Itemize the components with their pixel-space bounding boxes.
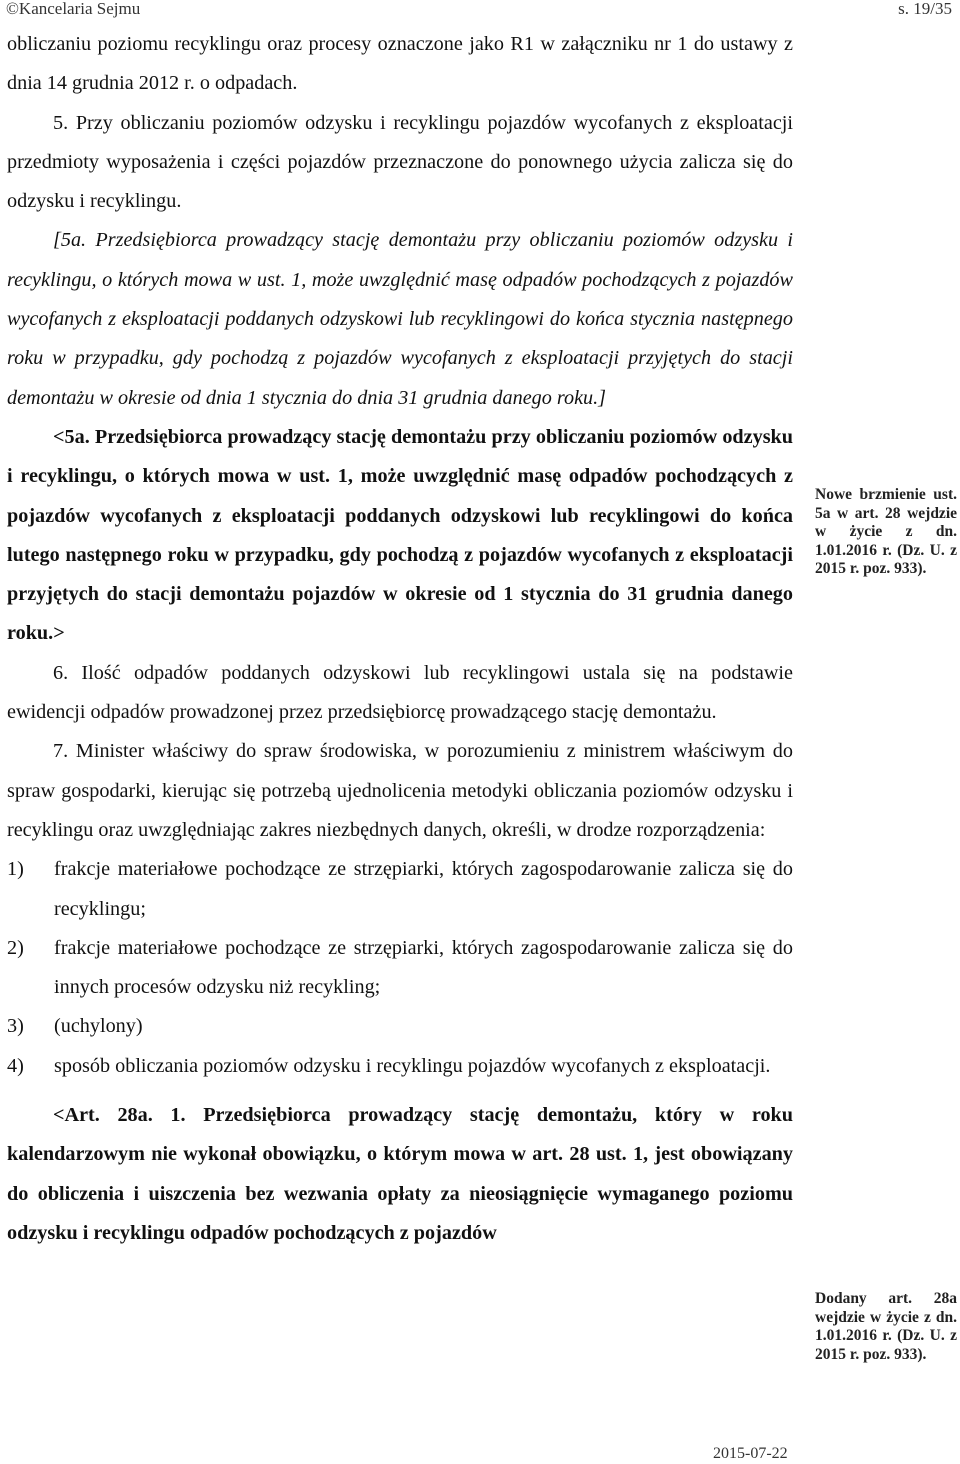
paragraph-continued: obliczaniu poziomu recyklingu oraz procesy oznaczone jako R1 w załączniku nr 1 do ustawy z dnia 14 grudnia 2012 r. o odpadach.	[7, 33, 793, 95]
page-number: s. 19/35	[898, 0, 952, 18]
paragraph-7: 7. Minister właściwy do spraw środowiska, w porozumieniu z ministrem właściwym do spraw gospodarki, kierując się potrzebą ujednolicenia metodyki obliczania poziomów odzysku i recyklingu oraz uwzględniając zakres niezbędnych danych, określi, w drodze rozporządzenia:	[7, 740, 793, 841]
enumeration-list	[7, 850, 793, 1086]
list-item-number: 3)	[7, 1015, 24, 1038]
list-item-text: (uchylony)	[54, 1015, 143, 1038]
list-item	[7, 929, 793, 1008]
margin-note-added-article: Dodany art. 28a wejdzie w życie z dn. 1.01.2016 r. (Dz. U. z 2015 r. poz. 933).	[815, 1290, 957, 1363]
paragraph-5: 5. Przy obliczaniu poziomów odzysku i recyklingu pojazdów wycofanych z eksploatacji przedmioty wyposażenia i części pojazdów przeznaczone do ponownego użycia zalicza się do odzysku i recyklingu.	[7, 111, 793, 213]
paragraph-5a-amended: <5a. Przedsiębiorca prowadzący stację demontażu przy obliczaniu poziomów odzysku i recyklingu, o których mowa w ust. 1, może uwzględnić masę odpadów pochodzących z pojazdów wycofanych z eksploatacji poddanych odzyskowi lub recyklingowi do końca lutego następnego roku w przypadku, gdy pochodzą z pojazdów wycofanych z eksploatacji przyjętych do stacji demontażu pojazdów w okresie od 1 stycznia do 31 grudnia danego roku.>	[7, 425, 793, 645]
footer-date: 2015-07-22	[713, 1445, 788, 1462]
paragraph-6: 6. Ilość odpadów poddanych odzyskowi lub recyklingowi ustala się na podstawie ewidencji odpadów prowadzonej przez przedsiębiorcę prowadzącego stację demontażu.	[7, 661, 793, 724]
list-item-number: 1)	[7, 858, 24, 881]
list-item	[7, 850, 793, 929]
copyright-header: ©Kancelaria Sejmu	[6, 0, 141, 18]
list-item	[7, 1007, 793, 1046]
list-item	[7, 1047, 793, 1086]
document-body	[7, 25, 793, 1253]
margin-note-amendment: Nowe brzmienie ust. 5a w art. 28 wejdzie w życie z dn. 1.01.2016 r. (Dz. U. z 2015 r. poz. 933).	[815, 486, 957, 577]
article-28a: <Art. 28a. 1. Przedsiębiorca prowadzący stację demontażu, który w roku kalendarzowym nie wykonał obowiązku, o którym mowa w art. 28 ust. 1, jest obowiązany do obliczenia i uiszczenia bez wezwania opłaty za nieosiągnięcie wymaganego poziomu odzysku i recyklingu odpadów pochodzących z pojazdów	[7, 1104, 793, 1244]
list-item-text: frakcje materiałowe pochodzące ze strzępiarki, których zagospodarowanie zalicza się do recyklingu;	[54, 858, 793, 920]
list-item-number: 2)	[7, 936, 24, 959]
list-item-text: frakcje materiałowe pochodzące ze strzępiarki, których zagospodarowanie zalicza się do innych procesów odzysku niż recykling;	[54, 936, 793, 999]
paragraph-5a-repealed: [5a. Przedsiębiorca prowadzący stację demontażu przy obliczaniu poziomów odzysku i recyklingu, o których mowa w ust. 1, może uwzględnić masę odpadów pochodzących z pojazdów wycofanych z eksploatacji poddanych odzyskowi lub recyklingowi do końca stycznia następnego roku w przypadku, gdy pochodzą z pojazdów wycofanych z eksploatacji przyjętych do stacji demontażu w okresie od dnia 1 stycznia do dnia 31 grudnia danego roku.]	[7, 229, 793, 409]
list-item-number: 4)	[7, 1054, 24, 1077]
list-item-text: sposób obliczania poziomów odzysku i recyklingu pojazdów wycofanych z eksploatacji.	[54, 1054, 771, 1077]
